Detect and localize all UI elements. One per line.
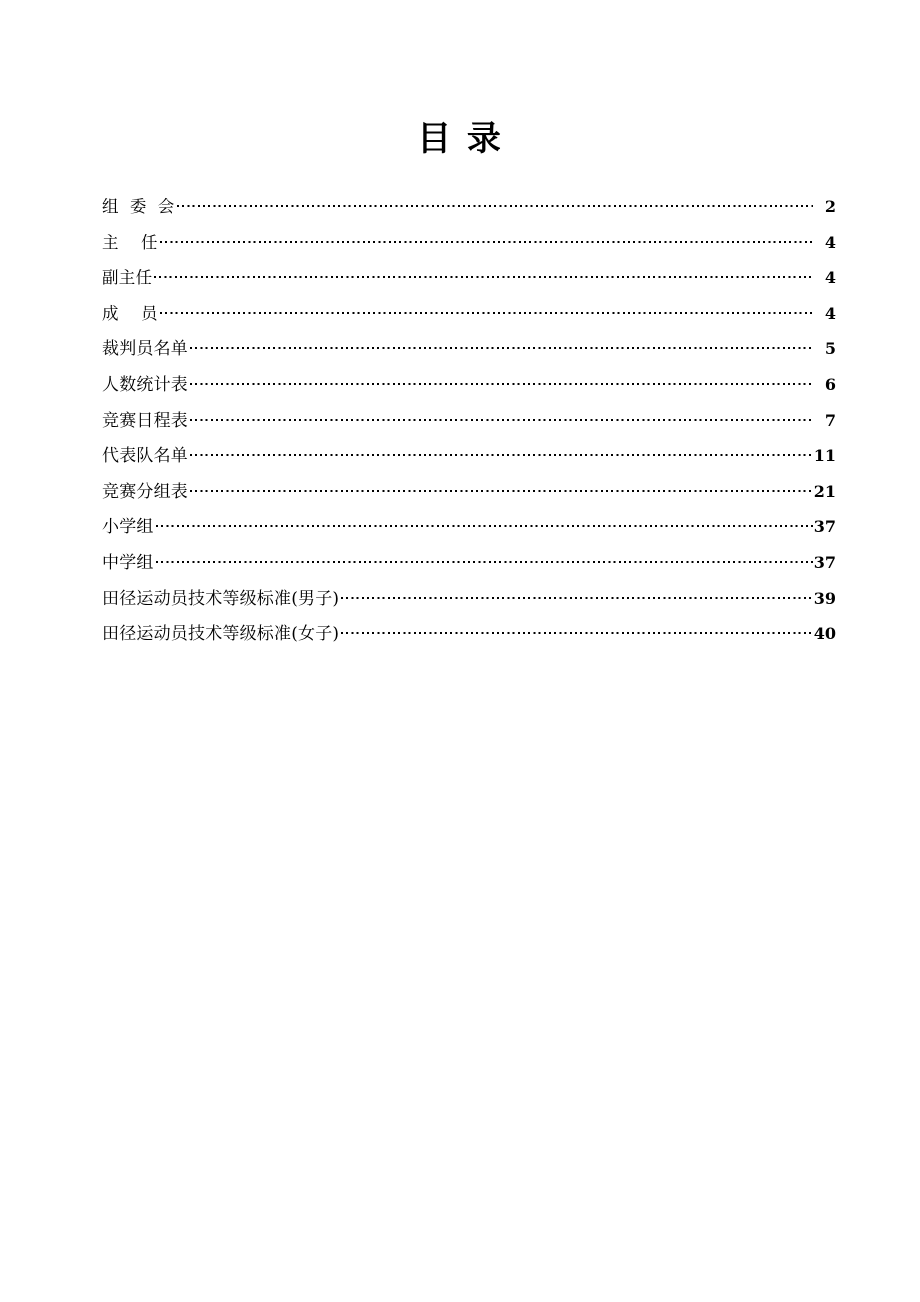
table-of-contents [102,190,836,653]
toc-entry-page-number: 37 [813,552,836,572]
page-title: 目 录 [417,119,503,159]
toc-entry-page-number: 4 [824,232,836,252]
toc-entry-page-number: 6 [824,374,836,394]
toc-entry-page-number: 40 [813,624,836,644]
toc-entry-label: 竞赛分组表 [102,481,188,502]
toc-entry-page-number: 37 [813,517,836,537]
toc-entry-label: 代表队名单 [102,446,188,467]
toc-entry[interactable] [102,226,836,262]
toc-entry-label: 竞赛日程表 [102,410,188,431]
toc-dot-leader [160,226,813,248]
toc-dot-leader [190,475,813,497]
toc-dot-leader [341,582,812,604]
toc-entry-label: 裁判员名单 [102,339,188,360]
toc-entry[interactable] [102,617,836,653]
toc-entry-page-number: 21 [813,481,836,501]
toc-entry-label: 小学组 [102,517,154,538]
toc-entry[interactable] [102,297,836,333]
toc-entry-label: 成 员 [102,303,158,323]
toc-entry[interactable] [102,261,836,297]
toc-dot-leader [190,368,813,390]
toc-entry[interactable] [102,332,836,368]
toc-entry[interactable] [102,368,836,404]
toc-entry-label: 田径运动员技术等级标准(女子) [102,624,340,645]
toc-entry-page-number: 4 [824,303,836,323]
toc-entry[interactable] [102,439,836,475]
toc-dot-leader [154,261,813,283]
toc-entry-label: 组 委 会 [102,197,175,216]
toc-dot-leader [160,297,813,319]
toc-entry-label: 主 任 [102,232,158,252]
toc-entry[interactable] [102,404,836,440]
toc-dot-leader [156,510,813,532]
toc-entry[interactable] [102,546,836,582]
toc-entry-label: 人数统计表 [102,374,188,395]
toc-entry-page-number: 11 [813,446,836,466]
toc-entry-label: 中学组 [102,552,154,573]
toc-dot-leader [341,617,812,639]
toc-dot-leader [156,546,813,568]
toc-entry-page-number: 4 [824,268,836,288]
toc-entry-page-number: 39 [813,588,836,608]
toc-dot-leader [190,332,813,354]
toc-entry[interactable] [102,582,836,618]
toc-entry-label: 田径运动员技术等级标准(男子) [102,588,340,609]
toc-entry-page-number: 2 [824,197,836,216]
toc-entry[interactable] [102,510,836,546]
toc-entry-page-number: 5 [824,339,836,359]
toc-dot-leader [177,190,813,212]
toc-entry-page-number: 7 [824,410,836,430]
toc-dot-leader [190,404,813,426]
toc-dot-leader [190,439,813,461]
toc-entry[interactable] [102,475,836,511]
toc-entry[interactable] [102,190,836,226]
toc-entry-label: 副主任 [102,268,153,288]
